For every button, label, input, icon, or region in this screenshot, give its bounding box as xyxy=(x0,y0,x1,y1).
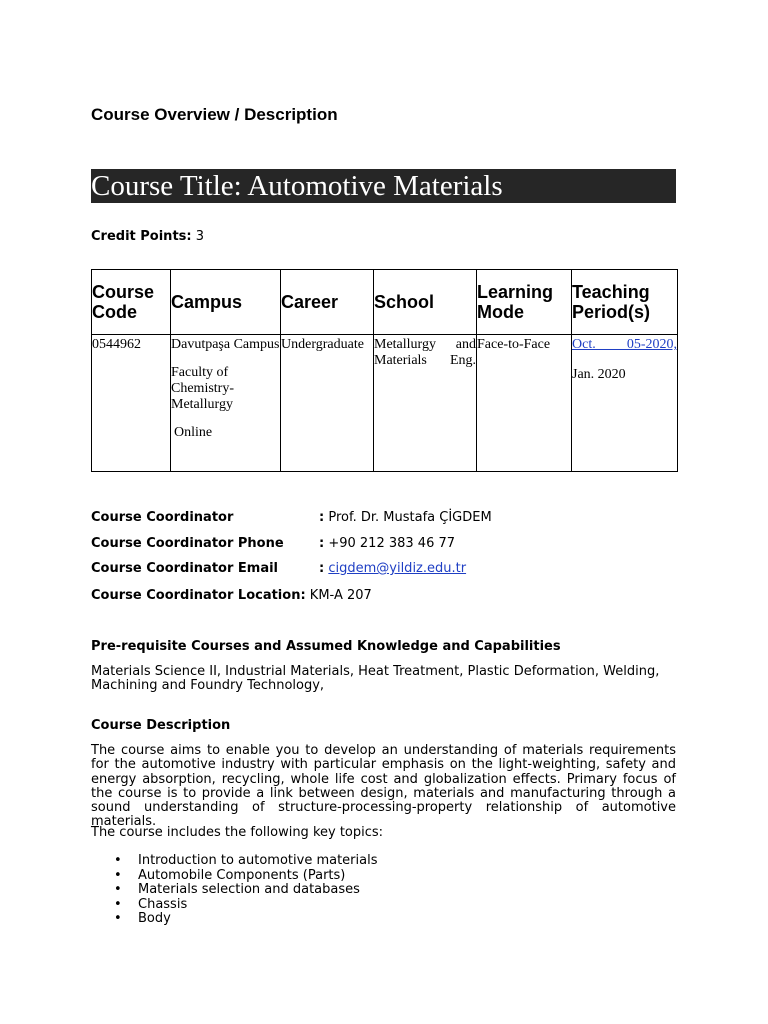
coordinator-location-label: Course Coordinator Location: xyxy=(91,588,306,603)
credit-points-label: Credit Points: xyxy=(91,229,192,244)
coordinator-location-row xyxy=(91,588,372,603)
column-header-course-code: Course Code xyxy=(92,270,171,335)
list-item: • Introduction to automotive materials xyxy=(138,854,377,869)
separator: : xyxy=(319,561,325,576)
table-row xyxy=(92,335,678,472)
coordinator-name-row xyxy=(91,510,492,525)
coordinator-email-label: Course Coordinator Email xyxy=(91,561,279,576)
description-text: The course aims to enable you to develop an understanding of materials requirements for the automotive industry with particular emphasis on the light-weighting, safety and energy absorption, recycling, whole life cost and globalization effects. Primary focus of the course is to provide a link between design, materials and manufacturing through a sound understanding of structure-processing-property relationship of automotive materials. xyxy=(91,743,676,830)
list-item: • Body xyxy=(138,912,377,927)
column-header-learning-mode: Learning Mode xyxy=(477,270,572,335)
coordinator-phone-label: Course Coordinator Phone xyxy=(91,536,284,551)
coordinator-name: Prof. Dr. Mustafa ÇİGDEM xyxy=(328,510,492,525)
section-heading-overview: Course Overview / Description xyxy=(91,105,338,124)
cell-school xyxy=(374,335,477,472)
coordinator-email-row xyxy=(91,561,467,576)
campus-name: Davutpaşa Campus xyxy=(171,337,280,352)
column-header-school: School xyxy=(374,270,477,335)
teaching-period-link[interactable]: Oct. 05-2020, xyxy=(572,337,677,352)
coordinator-phone: +90 212 383 46 77 xyxy=(328,536,456,551)
list-item: • Chassis xyxy=(138,898,377,913)
cell-teaching-period xyxy=(572,335,678,472)
separator: : xyxy=(319,536,325,551)
description-heading: Course Description xyxy=(91,718,231,733)
teaching-period-text: Jan. 2020 xyxy=(572,367,626,382)
topics-intro: The course includes the following key topics: xyxy=(91,825,384,840)
topics-list xyxy=(91,854,377,927)
separator: : xyxy=(319,510,325,525)
course-info-table xyxy=(91,269,678,472)
coordinator-phone-row xyxy=(91,536,456,551)
coordinator-location: KM-A 207 xyxy=(309,588,372,603)
campus-faculty: Faculty of Chemistry-Metallurgy xyxy=(171,365,234,412)
cell-campus xyxy=(171,335,281,472)
coordinator-name-label: Course Coordinator xyxy=(91,510,234,525)
course-title-bar: Course Title: Automotive Materials xyxy=(91,169,676,203)
list-item: • Automobile Components (Parts) xyxy=(138,869,377,884)
cell-career: Undergraduate xyxy=(281,335,374,472)
credit-points xyxy=(91,229,204,244)
credit-points-value: 3 xyxy=(195,229,205,244)
list-item: • Materials selection and databases xyxy=(138,883,377,898)
school-text: Metallurgy and Materials Eng. xyxy=(374,337,476,368)
prereq-text: Materials Science II, Industrial Materials, Heat Treatment, Plastic Deformation, Welding, Machining and Foundry Technology, xyxy=(91,664,660,694)
column-header-career: Career xyxy=(281,270,374,335)
prereq-heading: Pre-requisite Courses and Assumed Knowledge and Capabilities xyxy=(91,639,561,654)
cell-course-code: 0544962 xyxy=(92,335,171,472)
campus-online: Online xyxy=(174,425,213,440)
column-header-teaching-periods: Teaching Period(s) xyxy=(572,270,678,335)
table-header-row xyxy=(92,270,678,335)
coordinator-email-link[interactable]: cigdem@yildiz.edu.tr xyxy=(328,561,467,576)
cell-learning-mode: Face-to-Face xyxy=(477,335,572,472)
column-header-campus: Campus xyxy=(171,270,281,335)
